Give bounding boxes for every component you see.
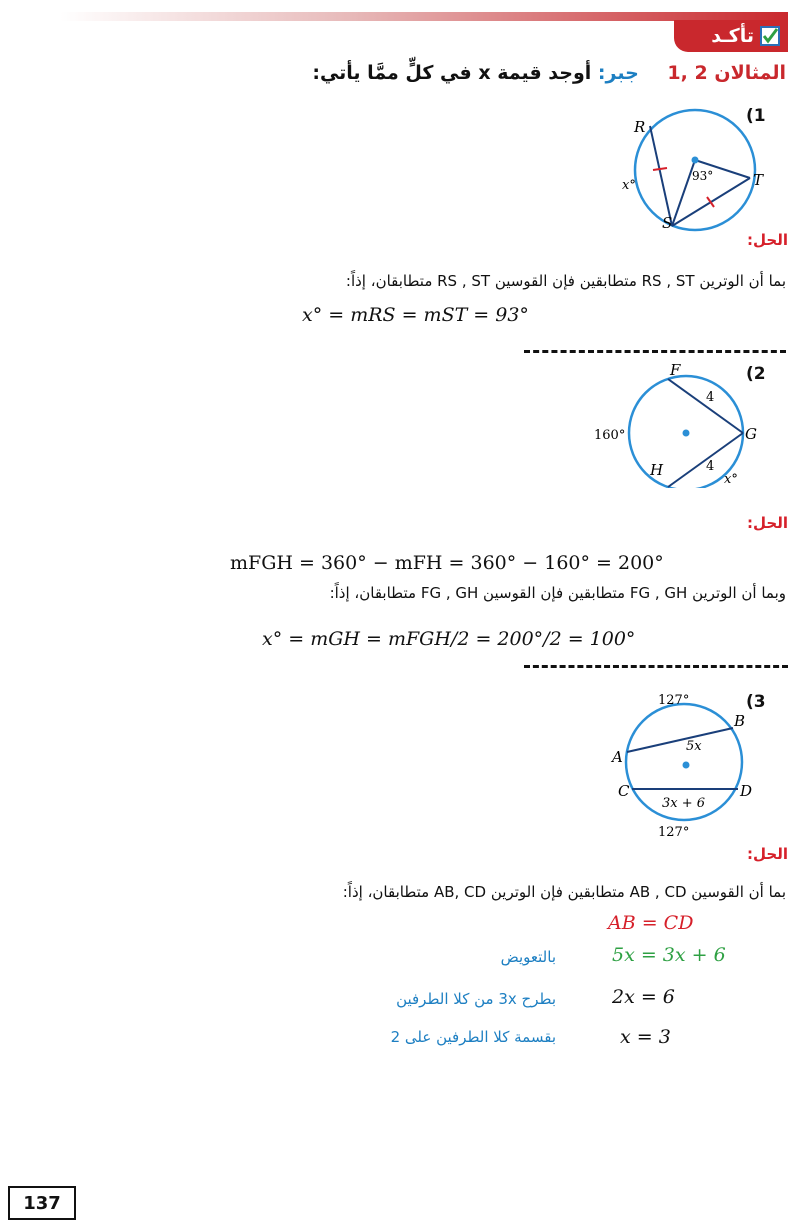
label-H: H — [650, 461, 664, 479]
divider-1 — [524, 350, 786, 353]
problem-2-figure — [588, 358, 778, 488]
problem-1-number: (1 — [746, 106, 766, 126]
step-3-reason: بطرح 3x من كلا الطرفين — [396, 990, 556, 1008]
label-G: G — [745, 425, 757, 443]
divider-2 — [524, 665, 788, 668]
instruction-line — [312, 62, 786, 84]
step-1-eq: AB = CD — [608, 912, 694, 934]
problem-2-eq1: mFGH = 360° − mFH = 360° − 160° = 200° — [230, 552, 664, 574]
label-D: D — [740, 782, 753, 800]
problem-2-text: وبما أن الوترين FG , GH متطابقين فإن القوسين FG , GH متطابقان، إذاً: — [329, 584, 786, 602]
step-4-reason: بقسمة كلا الطرفين على 2 — [390, 1028, 556, 1046]
check-label: تأكـد — [711, 25, 754, 47]
step-2-reason: بالتعويض — [500, 948, 556, 966]
label-arc-160: 160° — [594, 428, 626, 443]
solution-label-2: الحل: — [747, 514, 788, 532]
label-3x6: 3x + 6 — [662, 796, 706, 811]
label-T: T — [753, 171, 764, 189]
label-chord-4a: 4 — [706, 390, 715, 405]
label-x: x° — [622, 178, 636, 193]
algebra-label: جبر: — [597, 62, 639, 84]
checkbox-icon — [760, 26, 780, 46]
page-number: 137 — [23, 1192, 61, 1214]
problem-1-figure — [610, 104, 780, 232]
problem-1-equation: x° = mRS = mST = 93° — [302, 304, 529, 326]
problem-2-eq2: x° = mGH = mFGH/2 = 200°/2 = 100° — [262, 628, 636, 650]
problem-3-figure — [606, 686, 776, 838]
label-5x: 5x — [686, 739, 702, 754]
label-B: B — [734, 712, 746, 730]
label-x2: x° — [724, 472, 738, 487]
problem-2-number: (2 — [746, 364, 766, 384]
examples-label: المثالان 2 ,1 — [667, 62, 786, 84]
label-C: C — [618, 782, 630, 800]
label-arc-top: 127° — [658, 693, 690, 708]
page-number-box — [8, 1186, 76, 1220]
step-4-eq: x = 3 — [620, 1026, 671, 1048]
step-2-eq — [612, 944, 726, 966]
check-badge — [674, 20, 788, 52]
label-R: R — [634, 118, 646, 136]
label-angle: 93° — [692, 169, 714, 183]
label-A: A — [612, 748, 623, 766]
label-S: S — [662, 214, 673, 232]
step-3-eq: 2x = 6 — [612, 986, 675, 1008]
label-arc-bottom: 127° — [658, 825, 690, 838]
solution-label-3: الحل: — [747, 845, 788, 863]
solution-label-1: الحل: — [747, 231, 788, 249]
label-F: F — [670, 361, 681, 379]
label-chord-4b: 4 — [706, 459, 715, 474]
step-2-eq-text: 5x = 3x + 6 — [612, 944, 726, 966]
problem-1-text: بما أن الوترين RS , ST متطابقين فإن القوسين RS , ST متطابقان، إذاً: — [345, 272, 786, 290]
instruction-text: أوجد قيمة x في كلٍّ ممَّا يأتي: — [312, 62, 592, 84]
problem-3-text: بما أن القوسين AB , CD متطابقين فإن الوترين AB, CD متطابقان، إذاً: — [342, 883, 786, 901]
problem-3-number: (3 — [746, 692, 766, 712]
